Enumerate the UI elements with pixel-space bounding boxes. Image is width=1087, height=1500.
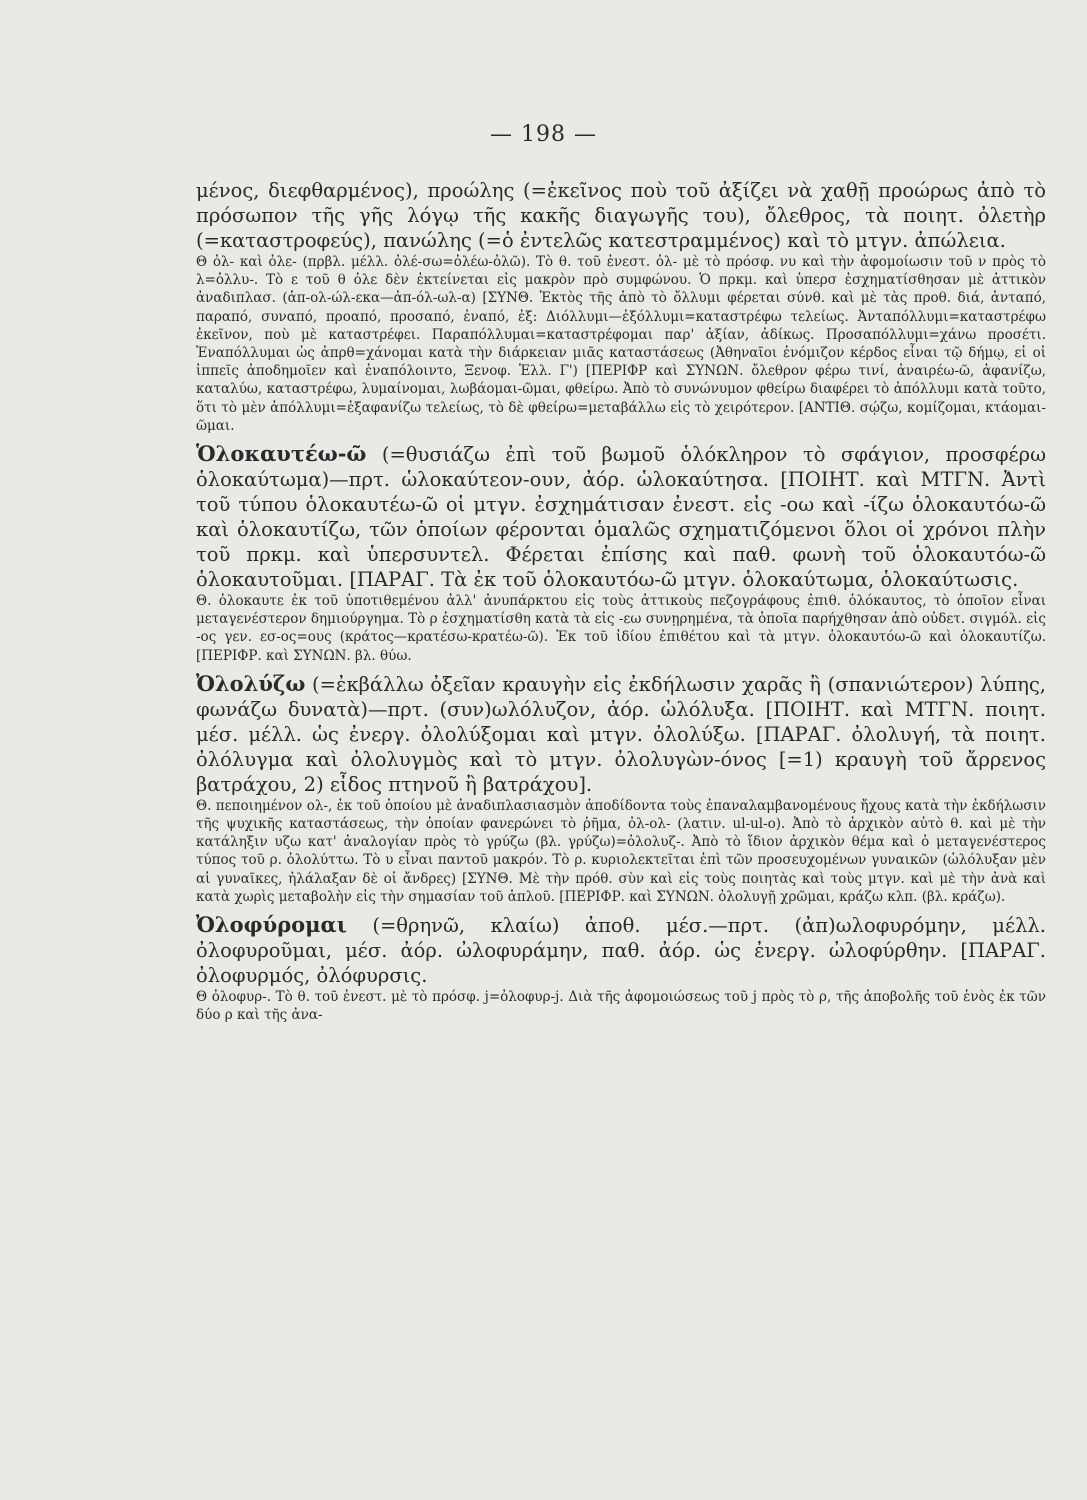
etymology-note [196,592,1046,665]
entry-paragraph [196,441,1046,592]
entry-paragraph [196,671,1046,797]
etymology-note [196,797,1046,906]
page-number: — 198 — [490,122,597,147]
etymology-note [196,988,1046,1024]
entry-text: Θ ὀλοφυρ-. Τὸ θ. τοῦ ἐνεστ. μὲ τὸ πρόσφ. j=ὀλοφυρ-j. Διὰ τῆς ἀφομοιώσεως τοῦ j πρὸς τὸ ρ, τῆς ἀποβολῆς τοῦ ἑνὸς ἐκ τῶν δύο ρ καὶ τῆς ἀνα- [196,989,1046,1024]
entry-paragraph [196,912,1046,988]
dictionary-column [196,178,1046,1024]
entry-headword: Ὀλολύζω [196,670,306,696]
entry-text: (=θρηνῶ, κλαίω) ἀποθ. μέσ.—πρτ. (ἀπ)ωλοφυρόμην, μέλλ. ὀλοφυροῦμαι, μέσ. ἀόρ. ὠλοφυράμην, παθ. ἀόρ. ὡς ἐνεργ. ὠλοφύρθην. [ΠΑΡΑΓ. ὀλοφυρμός, ὀλόφυρσις. [196,914,1046,988]
entry-text: Θ. ὁλοκαυτε ἐκ τοῦ ὑποτιθεμένου ἀλλ' ἀνυπάρκτου εἰς τοὺς ἀττικοὺς πεζογράφους ἐπιθ. ὁλόκαυτος, τὸ ὁποῖον εἶναι μεταγενέστερον δημιούργημα. Τὸ ρ ἐσχηματίσθη κατὰ τὰ εἰς -εω συνῃρημένα, τὰ ὁποῖα παρήχθησαν ἀπὸ οὐδετ. σιγμόλ. εἰς -ος γεν. εσ-ος=ους (κράτος—κρατέσω-κρατέω-ῶ). Ἐκ τοῦ ἰδίου ἐπιθέτου καὶ τὰ μτγν. ὁλοκαυτόω-ῶ καὶ ὁλοκαυτίζω. [ΠΕΡΙΦΡ. καὶ ΣΥΝΩΝ. βλ. θύω. [196,593,1046,664]
entry-headword: Ὀλοφύρομαι [196,912,347,938]
entry-headword: Ὁλοκαυτέω-ῶ [196,441,367,467]
entry-text: (=ἐκβάλλω ὀξεῖαν κραυγὴν εἰς ἐκδήλωσιν χαρᾶς ἢ (σπανιώτερον) λύπης, φωνάζω δυνατὰ)—πρτ. (συν)ωλόλυζον, ἀόρ. ὠλόλυξα. [ΠΟΙΗΤ. καὶ ΜΤΓΝ. ποιητ. μέσ. μέλλ. ὡς ἐνεργ. ὀλολύξομαι καὶ μτγν. ὀλολύξω. [ΠΑΡΑΓ. ὀλολυγή, τὰ ποιητ. ὀλόλυγμα καὶ ὀλολυγμὸς καὶ τὸ μτγν. ὀλολυγὼν-όνος [=1) κραυγὴ τοῦ ἄρρενος βατράχου, 2) εἶδος πτηνοῦ ἢ βατράχου]. [196,672,1046,796]
entry-text: (=θυσιάζω ἐπὶ τοῦ βωμοῦ ὁλόκληρον τὸ σφάγιον, προσφέρω ὁλοκαύτωμα)—πρτ. ὡλοκαύτεον-ουν, ἀόρ. ὡλοκαύτησα. [ΠΟΙΗΤ. καὶ ΜΤΓΝ. Ἀντὶ τοῦ τύπου ὁλοκαυτέω-ῶ οἱ μτγν. ἐσχημάτισαν ἐνεστ. εἰς -οω καὶ -ίζω ὁλοκαυτόω-ῶ καὶ ὁλοκαυτίζω, τῶν ὁποίων φέρονται ὁμαλῶς σχηματιζόμενοι ὅλοι οἱ χρόνοι πλὴν τοῦ πρκμ. καὶ ὑπερσυντελ. Φέρεται ἐπίσης καὶ παθ. φωνὴ τοῦ ὁλοκαυτόω-ῶ ὁλοκαυτοῦμαι. [ΠΑΡΑΓ. Τὰ ἐκ τοῦ ὁλοκαυτόω-ῶ μτγν. ὁλοκαύτωμα, ὁλοκαύτωσις. [196,443,1046,592]
entry-text: Θ ὀλ- καὶ ὀλε- (πρβλ. μέλλ. ὀλέ-σω=ὀλέω-ὀλῶ). Τὸ θ. τοῦ ἐνεστ. ὀλ- μὲ τὸ πρόσφ. νυ καὶ τὴν ἀφομοίωσιν τοῦ ν πρὸς τὸ λ=ὀλλυ-. Τὸ ε τοῦ θ ὀλε δὲν ἐκτείνεται εἰς μακρὸν πρὸ συμφώνου. Ὁ πρκμ. καὶ ὑπερσ ἐσχηματίσθησαν μὲ ἀττικὸν ἀναδιπλασ. (ἀπ-ολ-ώλ-εκα—ἀπ-όλ-ωλ-α) [ΣΥΝΘ. Ἐκτὸς τῆς ἀπὸ τὸ ὄλλυμι φέρεται σύνθ. καὶ μὲ τὰς προθ. διά, ἀνταπό, παραπό, συναπό, προαπό, προσαπό, ἐναπό, ἐξ: Διόλλυμι—ἐξόλλυμι=καταστρέφω τελείως. Ἀνταπόλλυμι=καταστρέφω ἐκεῖνον, ποὺ μὲ καταστρέφει. Παραπόλλυμαι=καταστρέφομαι παρ' ἀξίαν, ἀδίκως. Προσαπόλλυμι=χάνω προσέτι. Ἐναπόλλυμαι ὡς ἀπρθ=χάνομαι κατὰ τὴν διάρκειαν μιᾶς καταστάσεως (Ἀθηναῖοι ἐνόμιζον κέρδος εἶναι τῷ δήμῳ, εἰ οἱ ἱππεῖς ἀποδημοῖεν καὶ ἐναπόλοιντο, Ξενοφ. Ἑλλ. Γ') [ΠΕΡΙΦΡ καὶ ΣΥΝΩΝ. ὄλεθρον φέρω τινί, ἀναιρέω-ῶ, ἀφανίζω, καταλύω, καταστρέφω, λυμαίνομαι, λωβάομαι-ῶμαι, φθείρω. Ἀπὸ τὸ συνώνυμον φθείρω διαφέρει τὸ ἀπόλλυμι κατὰ τοῦτο, ὅτι τὸ μὲν ἀπόλλυμι=ἐξαφανίζω τελείως, τὸ δὲ φθείρω=μεταβάλλω εἰς τὸ χειρότερον. [ΑΝΤΙΘ. σῴζω, κομίζομαι, κτάομαι-ῶμαι. [196,254,1046,434]
entry-text: Θ. πεποιημένον ολ-, ἐκ τοῦ ὁποίου μὲ ἀναδιπλασιασμὸν ἀποδίδοντα τοὺς ἐπαναλαμβανομένους ἤχους κατὰ τὴν ἐκδήλωσιν τῆς ψυχικῆς καταστάσεως, τὴν ὁποίαν φανερώνει τὸ ῥῆμα, ὀλ-ολ- (λατιν. ul-ul-o). Ἀπὸ τὸ ἀρχικὸν αὐτὸ θ. καὶ μὲ τὴν κατάληξιν υζω κατ' ἀναλογίαν πρὸς τὸ γρύζω (βλ. γρύζω)=ὀλολυζ-. Ἀπὸ τὸ ἴδιον ἀρχικὸν θέμα καὶ ὁ μεταγενέστερος τύπος τοῦ ρ. ὀλολύττω. Τὸ υ εἶναι παντοῦ μακρόν. Τὸ ρ. κυριολεκτεῖται ἐπὶ τῶν προσευχομένων γυναικῶν (ὠλόλυξαν μὲν αἱ γυναῖκες, ἠλάλαξαν δὲ οἱ ἄνδρες) [ΣΥΝΘ. Μὲ τὴν πρόθ. σὺν καὶ εἰς τοὺς ποιητὰς καὶ τοὺς μτγν. καὶ μὲ τὴν ἀνὰ καὶ κατὰ χωρὶς μεταβολὴν εἰς τὴν σημασίαν τοῦ ἁπλοῦ. [ΠΕΡΙΦΡ. καὶ ΣΥΝΩΝ. ὀλολυγῇ χρῶμαι, κράζω κλπ. (βλ. κράζω). [196,797,1046,905]
etymology-note [196,253,1046,435]
entry-text: μένος, διεφθαρμένος), προώλης (=ἐκεῖνος ποὺ τοῦ ἀξίζει νὰ χαθῇ προώρως ἀπὸ τὸ πρόσωπον τῆς γῆς λόγῳ τῆς κακῆς διαγωγῆς του), ὄλεθρος, τὰ ποιητ. ὀλετὴρ (=καταστροφεύς), πανώλης (=ὁ ἐντελῶς κατεστραμμένος) καὶ τὸ μτγν. ἀπώλεια. [196,179,1046,252]
entry-paragraph [196,178,1046,253]
